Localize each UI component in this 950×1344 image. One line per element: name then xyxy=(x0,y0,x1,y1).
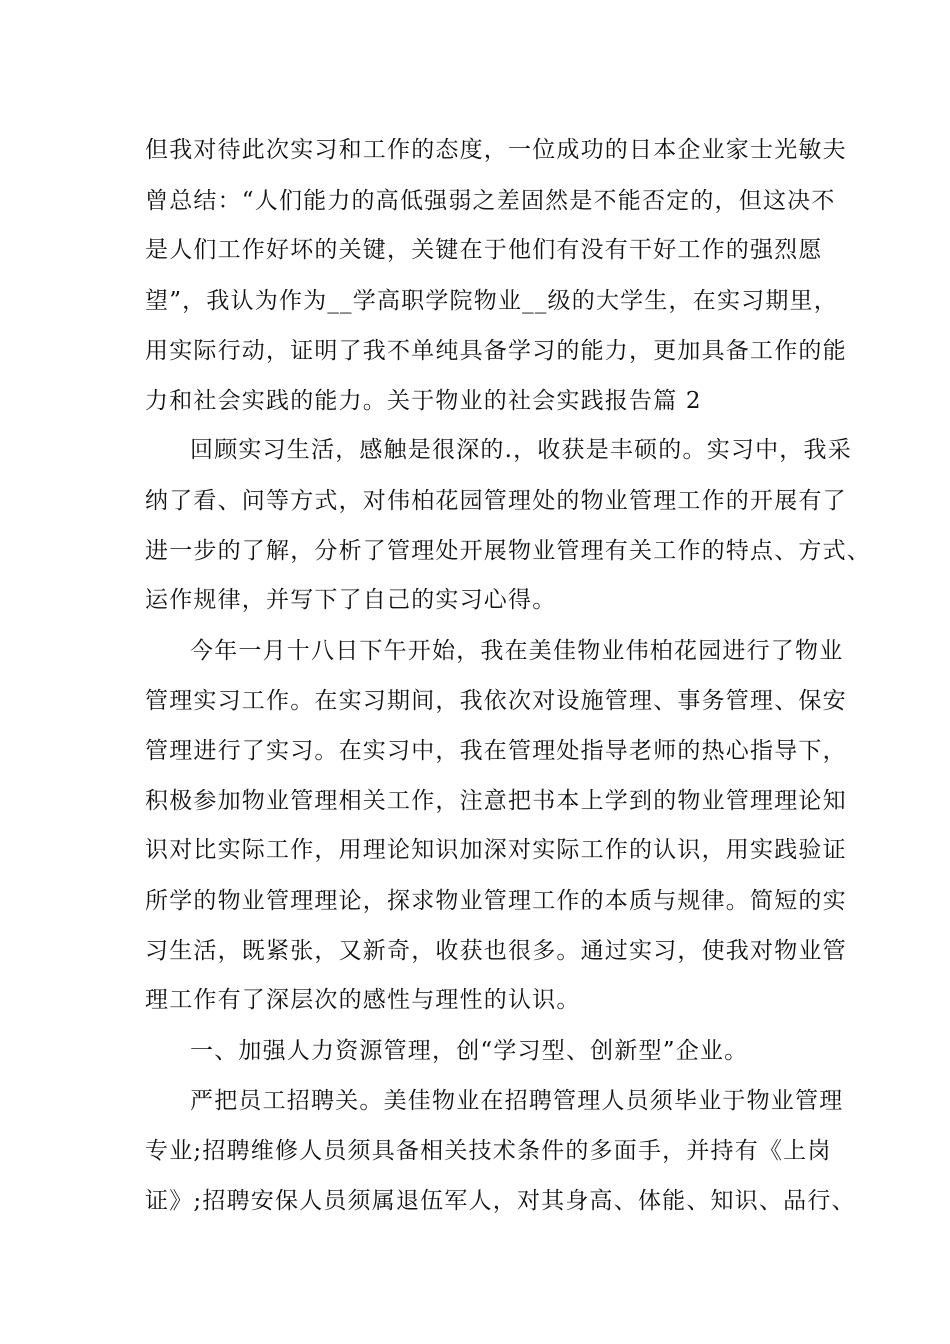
text-line: 所学的物业管理理论，探求物业管理工作的本质与规律。简短的实 xyxy=(145,888,847,914)
text-line: 纳了看、问等方式，对伟柏花园管理处的物业管理工作的开展有了 xyxy=(145,488,847,514)
text-line: 理工作有了深层次的感性与理性的认识。 xyxy=(145,987,581,1013)
text-line: 管理实习工作。在实习期间，我依次对设施管理、事务管理、保安 xyxy=(145,688,847,714)
text-line: 进一步的了解，分析了管理处开展物业管理有关工作的特点、方式、 xyxy=(145,538,871,564)
text-line: 积极参加物业管理相关工作，注意把书本上学到的物业管理理论知 xyxy=(145,788,847,814)
text-line: 但我对待此次实习和工作的态度，一位成功的日本企业家士光敏夫 xyxy=(145,137,847,163)
text-line: 习生活，既紧张，又新奇，收获也很多。通过实习，使我对物业管 xyxy=(145,938,847,964)
text-line: 识对比实际工作，用理论知识加深对实际工作的认识，用实践验证 xyxy=(145,837,847,863)
paragraph-first-line: 严把员工招聘关。美佳物业在招聘管理人员须毕业于物业管理 xyxy=(190,1088,844,1114)
text-line: 运作规律，并写下了自己的实习心得。 xyxy=(145,587,557,613)
paragraph-first-line: 今年一月十八日下午开始，我在美佳物业伟柏花园进行了物业 xyxy=(190,638,844,664)
text-line: 望”，我认为作为__学高职学院物业__级的大学生，在实习期里， xyxy=(145,288,838,314)
text-line: 是人们工作好坏的关键，关键在于他们有没有干好工作的强烈愿 xyxy=(145,237,823,263)
text-line: 专业;招聘维修人员须具备相关技术条件的多面手，并持有《上岗 xyxy=(145,1138,832,1164)
text-line: 力和社会实践的能力。关于物业的社会实践报告篇 2 xyxy=(145,388,702,414)
text-line: 管理进行了实习。在实习中，我在管理处指导老师的热心指导下， xyxy=(145,738,847,764)
text-line: 证》;招聘安保人员须属退伍军人，对其身高、体能、知识、品行、 xyxy=(145,1188,856,1214)
text-line: 用实际行动，证明了我不单纯具备学习的能力，更加具备工作的能 xyxy=(145,338,847,364)
section-heading: 一、加强人力资源管理，创“学习型、创新型”企业。 xyxy=(190,1038,749,1064)
text-line: 曾总结：“人们能力的高低强弱之差固然是不能否定的，但这决不 xyxy=(145,188,836,214)
paragraph-first-line: 回顾实习生活，感触是很深的.，收获是丰硕的。实习中，我采 xyxy=(190,437,852,463)
